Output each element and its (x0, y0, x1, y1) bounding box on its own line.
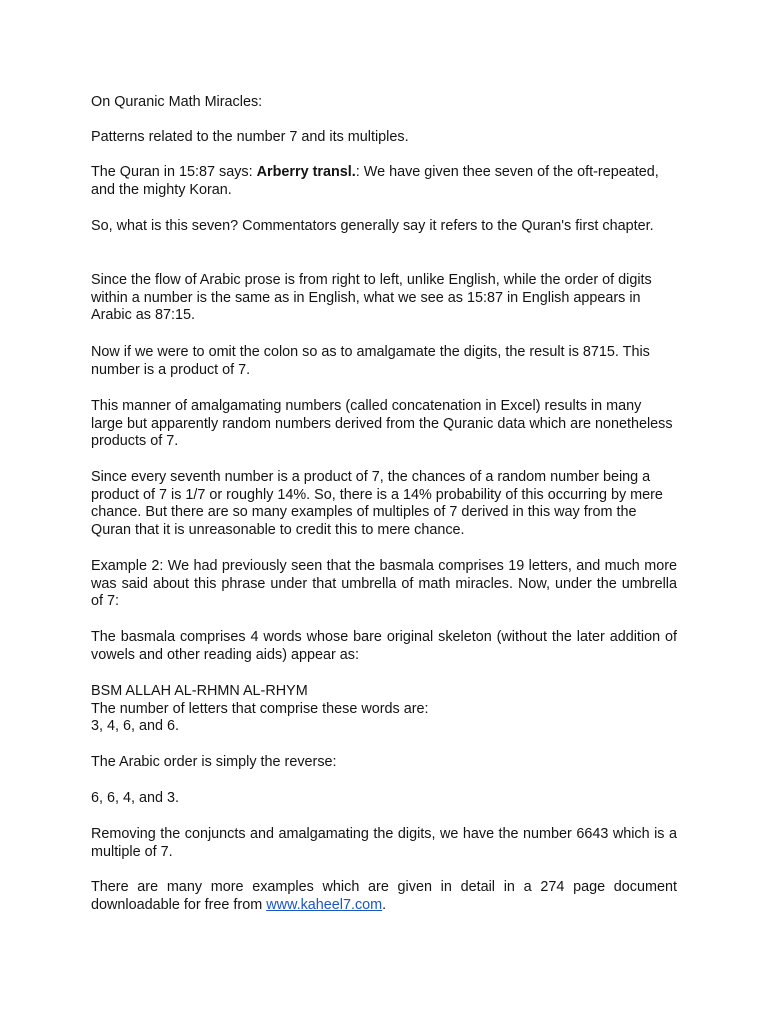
quote-translator: Arberry transl. (256, 164, 356, 180)
reverse-counts: 6, 6, 4, and 3. (91, 790, 180, 806)
paragraph-conjuncts: Removing the conjuncts and amalgamating the digits, we have the number 6643 which is a multiple of 7. (91, 826, 677, 860)
paragraph-quote (91, 164, 677, 199)
paragraph-example2: Example 2: We had previously seen that the basmala comprises 19 letters, and much more was said about this phrase under that umbrella of math miracles. Now, under the umbrella of 7: (91, 558, 677, 609)
more-end: . (382, 896, 387, 913)
letters-line: The number of letters that comprise these words are: (91, 701, 429, 717)
paragraph-arabic-order: The Arabic order is simply the reverse: (91, 754, 337, 770)
quote-rest: : We have given thee seven of the oft-repeated, and the mighty Koran. (91, 164, 659, 198)
paragraph-colon: Now if we were to omit the colon so as to amalgamate the digits, the result is 8715. This number is a product of 7. (91, 344, 650, 378)
paragraph-more (91, 879, 677, 914)
counts-line: 3, 4, 6, and 6. (91, 718, 180, 734)
paragraph-manner: This manner of amalgamating numbers (called concatenation in Excel) results in many large but apparently random numbers derived from the Quranic data which are nonetheless products of 7. (91, 398, 673, 449)
bsm-line: BSM ALLAH AL-RHMN AL-RHYM (91, 683, 308, 699)
quote-lead: The Quran in 15:87 says: (91, 164, 257, 180)
document-title: On Quranic Math Miracles: (91, 94, 263, 110)
paragraph-basmala: The basmala comprises 4 words whose bare original skeleton (without the later addition of vowels and other reading aids) appear as: (91, 629, 677, 663)
paragraph-seven: So, what is this seven? Commentators generally say it refers to the Quran's first chapter. (91, 218, 654, 234)
more-text: There are many more examples which are given in detail in a 274 page document downloadable for free from (91, 879, 677, 913)
paragraph-chance: Since every seventh number is a product of 7, the chances of a random number being a product of 7 is 1/7 or roughly 14%. So, there is a 14% probability of this occurring by mere chance. But there are so many examples of multiples of 7 derived in this way from the Quran that it is unreasonable to credit this to mere chance. (91, 469, 663, 538)
paragraph-flow: Since the flow of Arabic prose is from right to left, unlike English, while the order of digits within a number is the same as in English, what we see as 15:87 in English appears in Arabic as 87:15. (91, 272, 652, 323)
document-subtitle: Patterns related to the number 7 and its multiples. (91, 129, 409, 145)
kaheel7-link[interactable]: www.kaheel7.com (266, 896, 383, 913)
